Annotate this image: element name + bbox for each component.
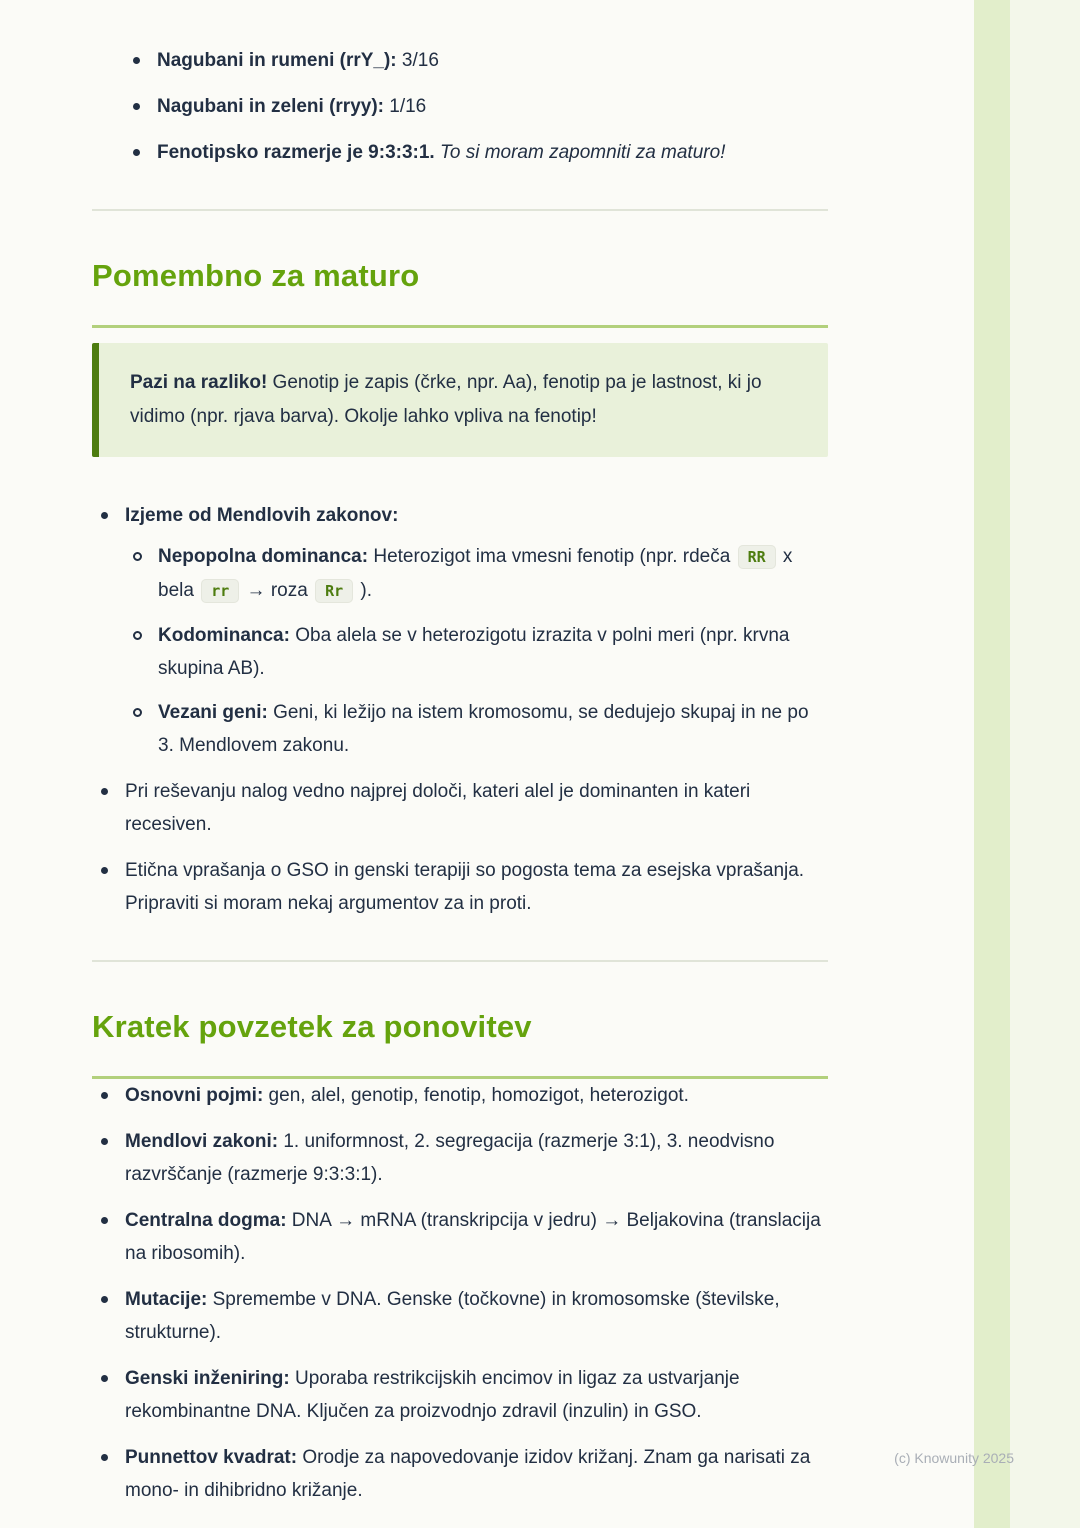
bold-text: Nepopolna dominanca: [158, 546, 369, 567]
bold-text: Mendlovi zakoni: [125, 1131, 279, 1152]
page-content [92, 44, 828, 1520]
callout-warning-box [92, 343, 828, 457]
allele-code-chip: rr [201, 579, 239, 603]
body-text: 1/16 [383, 96, 427, 117]
list-item [92, 854, 828, 920]
bold-text: Nagubani in rumeni (rrY_): [157, 50, 397, 71]
bold-text: Punnettov kvadrat: [125, 1447, 298, 1468]
callout-body-text: Genotip je zapis (črke, npr. Aa), fenotip pa je lastnost, ki jo vidimo (npr. rjava barva). Okolje lahko vpliva na fenotip! [130, 372, 762, 427]
bold-text: Fenotipsko razmerje je 9:3:3:1. [157, 142, 435, 163]
list-item [125, 696, 828, 762]
body-text: → roza [241, 580, 314, 601]
phenotype-ratio-list [124, 44, 828, 169]
bold-text: Mutacije: [125, 1289, 208, 1310]
list-item [92, 1362, 828, 1428]
body-text: DNA → mRNA (transkripcija v jedru) → Beljakovina (translacija na ribosomih). [125, 1210, 821, 1264]
section-divider [92, 960, 828, 962]
sub-list [125, 540, 828, 762]
matura-tips-list [92, 499, 828, 920]
bold-text: Nagubani in zeleni (rryy): [157, 96, 384, 117]
bold-text: Izjeme od Mendlovih zakonov: [125, 505, 399, 526]
page-edge-band [974, 0, 1010, 1528]
body-text: Oba alela se v heterozigotu izrazita v polni meri (npr. krvna skupina AB). [158, 625, 790, 679]
heading-underline [92, 325, 828, 328]
body-text: x bela [158, 546, 793, 601]
page-edge-decoration [1010, 0, 1080, 1528]
summary-list [92, 1079, 828, 1507]
body-text: Pri reševanju nalog vedno najprej določi, kateri alel je dominanten in kateri recesiven. [125, 781, 751, 835]
italic-text: To si moram zapomniti za maturo! [434, 142, 726, 163]
list-item [124, 136, 828, 169]
body-text: Uporaba restrikcijskih encimov in ligaz za ustvarjanje rekombinantne DNA. Ključen za proizvodnjo zdravil (inzulin) in GSO. [125, 1368, 740, 1422]
list-item [124, 44, 828, 77]
bold-text: Osnovni pojmi: [125, 1085, 264, 1106]
section-divider [92, 209, 828, 211]
list-item [92, 775, 828, 841]
body-text: 1. uniformnost, 2. segregacija (razmerje 3:1), 3. neodvisno razvrščanje (razmerje 9:3:3:1). [125, 1131, 775, 1185]
bold-text: Vezani geni: [158, 702, 268, 723]
list-item [92, 1079, 828, 1112]
list-item [92, 1441, 828, 1507]
body-text: Heterozigot ima vmesni fenotip (npr. rdeča [368, 546, 736, 567]
list-item [92, 1125, 828, 1191]
list-item [125, 619, 828, 685]
section-heading-kratek-povzetek: Kratek povzetek za ponovitev [92, 1009, 532, 1044]
callout-bold-lead: Pazi na razliko! [130, 372, 268, 393]
list-item [92, 499, 828, 762]
allele-code-chip: Rr [315, 579, 353, 603]
section-heading-pomembno-za-maturo: Pomembno za maturo [92, 258, 420, 293]
bold-text: Kodominanca: [158, 625, 290, 646]
body-text: 3/16 [396, 50, 439, 71]
body-text: Orodje za napovedovanje izidov križanj. Znam ga narisati za mono- in dihibridno križanje. [125, 1447, 811, 1501]
list-item [92, 1204, 828, 1270]
list-item [124, 90, 828, 123]
body-text: Geni, ki ležijo na istem kromosomu, se dedujejo skupaj in ne po 3. Mendlovem zakonu. [158, 702, 809, 756]
bold-text: Genski inženiring: [125, 1368, 290, 1389]
body-text: gen, alel, genotip, fenotip, homozigot, heterozigot. [263, 1085, 689, 1106]
list-item [92, 1283, 828, 1349]
bold-text: Centralna dogma: [125, 1210, 287, 1231]
allele-code-chip: RR [738, 545, 776, 569]
copyright-watermark: (c) Knowunity 2025 [894, 1450, 1014, 1466]
list-item [125, 540, 828, 608]
body-text: Etična vprašanja o GSO in genski terapiji so pogosta tema za esejska vprašanja. Pripraviti si moram nekaj argumentov za in proti. [125, 860, 805, 914]
callout-text [130, 366, 798, 434]
body-text: Spremembe v DNA. Genske (točkovne) in kromosomske (številske, strukturne). [125, 1289, 780, 1343]
body-text: ). [355, 580, 373, 601]
